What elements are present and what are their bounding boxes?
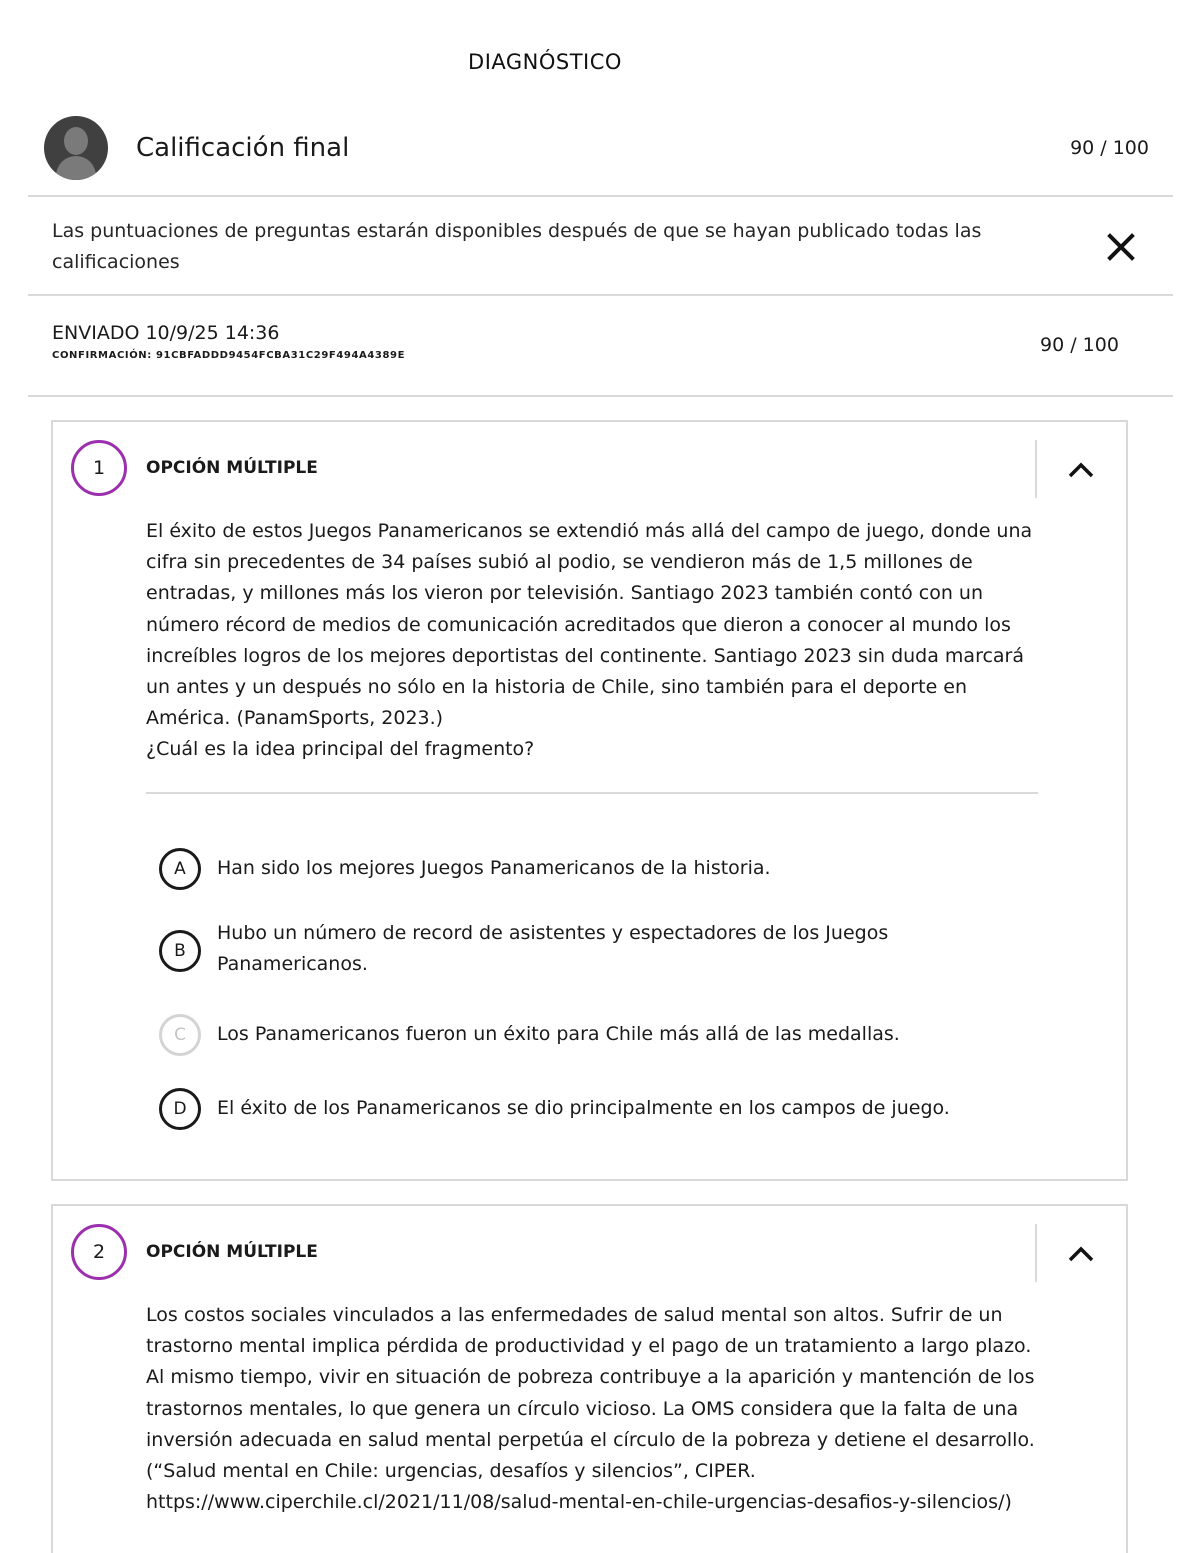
question-number: 1 [71,440,127,496]
option-letter: C [159,1014,201,1056]
divider [28,294,1173,296]
divider [28,395,1173,397]
question-text [146,516,1046,766]
option-letter: A [159,848,201,890]
option-text: Han sido los mejores Juegos Panamericanos de la historia. [217,857,771,879]
final-grade-row [28,113,1173,183]
question-passage: Los costos sociales vinculados a las enfermedades de salud mental son altos. Sufrir de un trastorno mental implica pérdida de productividad y el pago de un tratamiento a largo plazo. Al mismo tiempo, vivir en situación de pobreza contribuye a la aparición y mantención de los trastornos mentales, lo que genera un círculo vicioso. La OMS considera que la falta de una inversión adecuada en salud mental perpetúa el círculo de la pobreza y detiene el desarrollo. (“Salud mental en Chile: urgencias, desafíos y silencios”, CIPER. https://www.ciperchile.cl/2021/11/08/salud-mental-en-chile-urgencias-desafios-y-silencios/) [146,1304,1035,1514]
page-title: DIAGNÓSTICO [468,50,622,74]
final-grade-score: 90 / 100 [1070,137,1149,159]
scores-notice: Las puntuaciones de preguntas estarán disponibles después de que se hayan publicado todas las calificaciones [52,220,982,273]
question-prompt: ¿Cuál es la idea principal del fragmento? [146,738,535,761]
close-icon [1107,233,1135,261]
question-text [146,1300,1046,1518]
option-letter: B [159,930,201,972]
option-text: Los Panamericanos fueron un éxito para Chile más allá de las medallas. [217,1023,900,1045]
final-grade-title: Calificación final [136,133,350,163]
answer-option-a[interactable] [159,848,957,890]
divider [1035,1224,1037,1282]
option-text: Hubo un número de record de asistentes y espectadores de los Juegos Panamericanos. [217,922,889,975]
question-card [51,420,1128,1181]
answer-option-d[interactable] [159,1088,957,1130]
divider [28,195,1173,197]
question-type: OPCIÓN MÚLTIPLE [146,458,318,478]
submission-info [52,322,405,361]
divider [1035,440,1037,498]
user-avatar-icon [44,116,108,180]
collapse-question-button[interactable] [1061,1234,1101,1274]
chevron-up-icon [1067,1245,1095,1263]
chevron-up-icon [1067,461,1095,479]
close-notice-button[interactable] [1102,228,1140,266]
divider [146,792,1038,794]
option-letter: D [159,1088,201,1130]
answer-option-c[interactable] [159,1014,957,1056]
question-card [51,1204,1128,1553]
collapse-question-button[interactable] [1061,450,1101,490]
confirmation-code: CONFIRMACIÓN: 91CBFADDD9454FCBA31C29F494A4389E [52,350,406,361]
submission-score: 90 / 100 [1040,334,1119,356]
answer-option-b[interactable] [159,918,957,980]
option-text: El éxito de los Panamericanos se dio principalmente en los campos de juego. [217,1097,950,1119]
question-type: OPCIÓN MÚLTIPLE [146,1242,318,1262]
submitted-date: ENVIADO 10/9/25 14:36 [52,322,280,344]
question-passage: El éxito de estos Juegos Panamericanos se extendió más allá del campo de juego, donde una cifra sin precedentes de 34 países subió al podio, se vendieron más de 1,5 millones de entradas, y millones más los vieron por televisión. Santiago 2023 también contó con un número récord de medios de comunicación acreditados que dieron a conocer al mundo los increíbles logros de los mejores deportistas del continente. Santiago 2023 sin duda marcará un antes y un después no sólo en la historia de Chile, sino también para el deporte en América. (PanamSports, 2023.) [146,520,1033,730]
question-number: 2 [71,1224,127,1280]
